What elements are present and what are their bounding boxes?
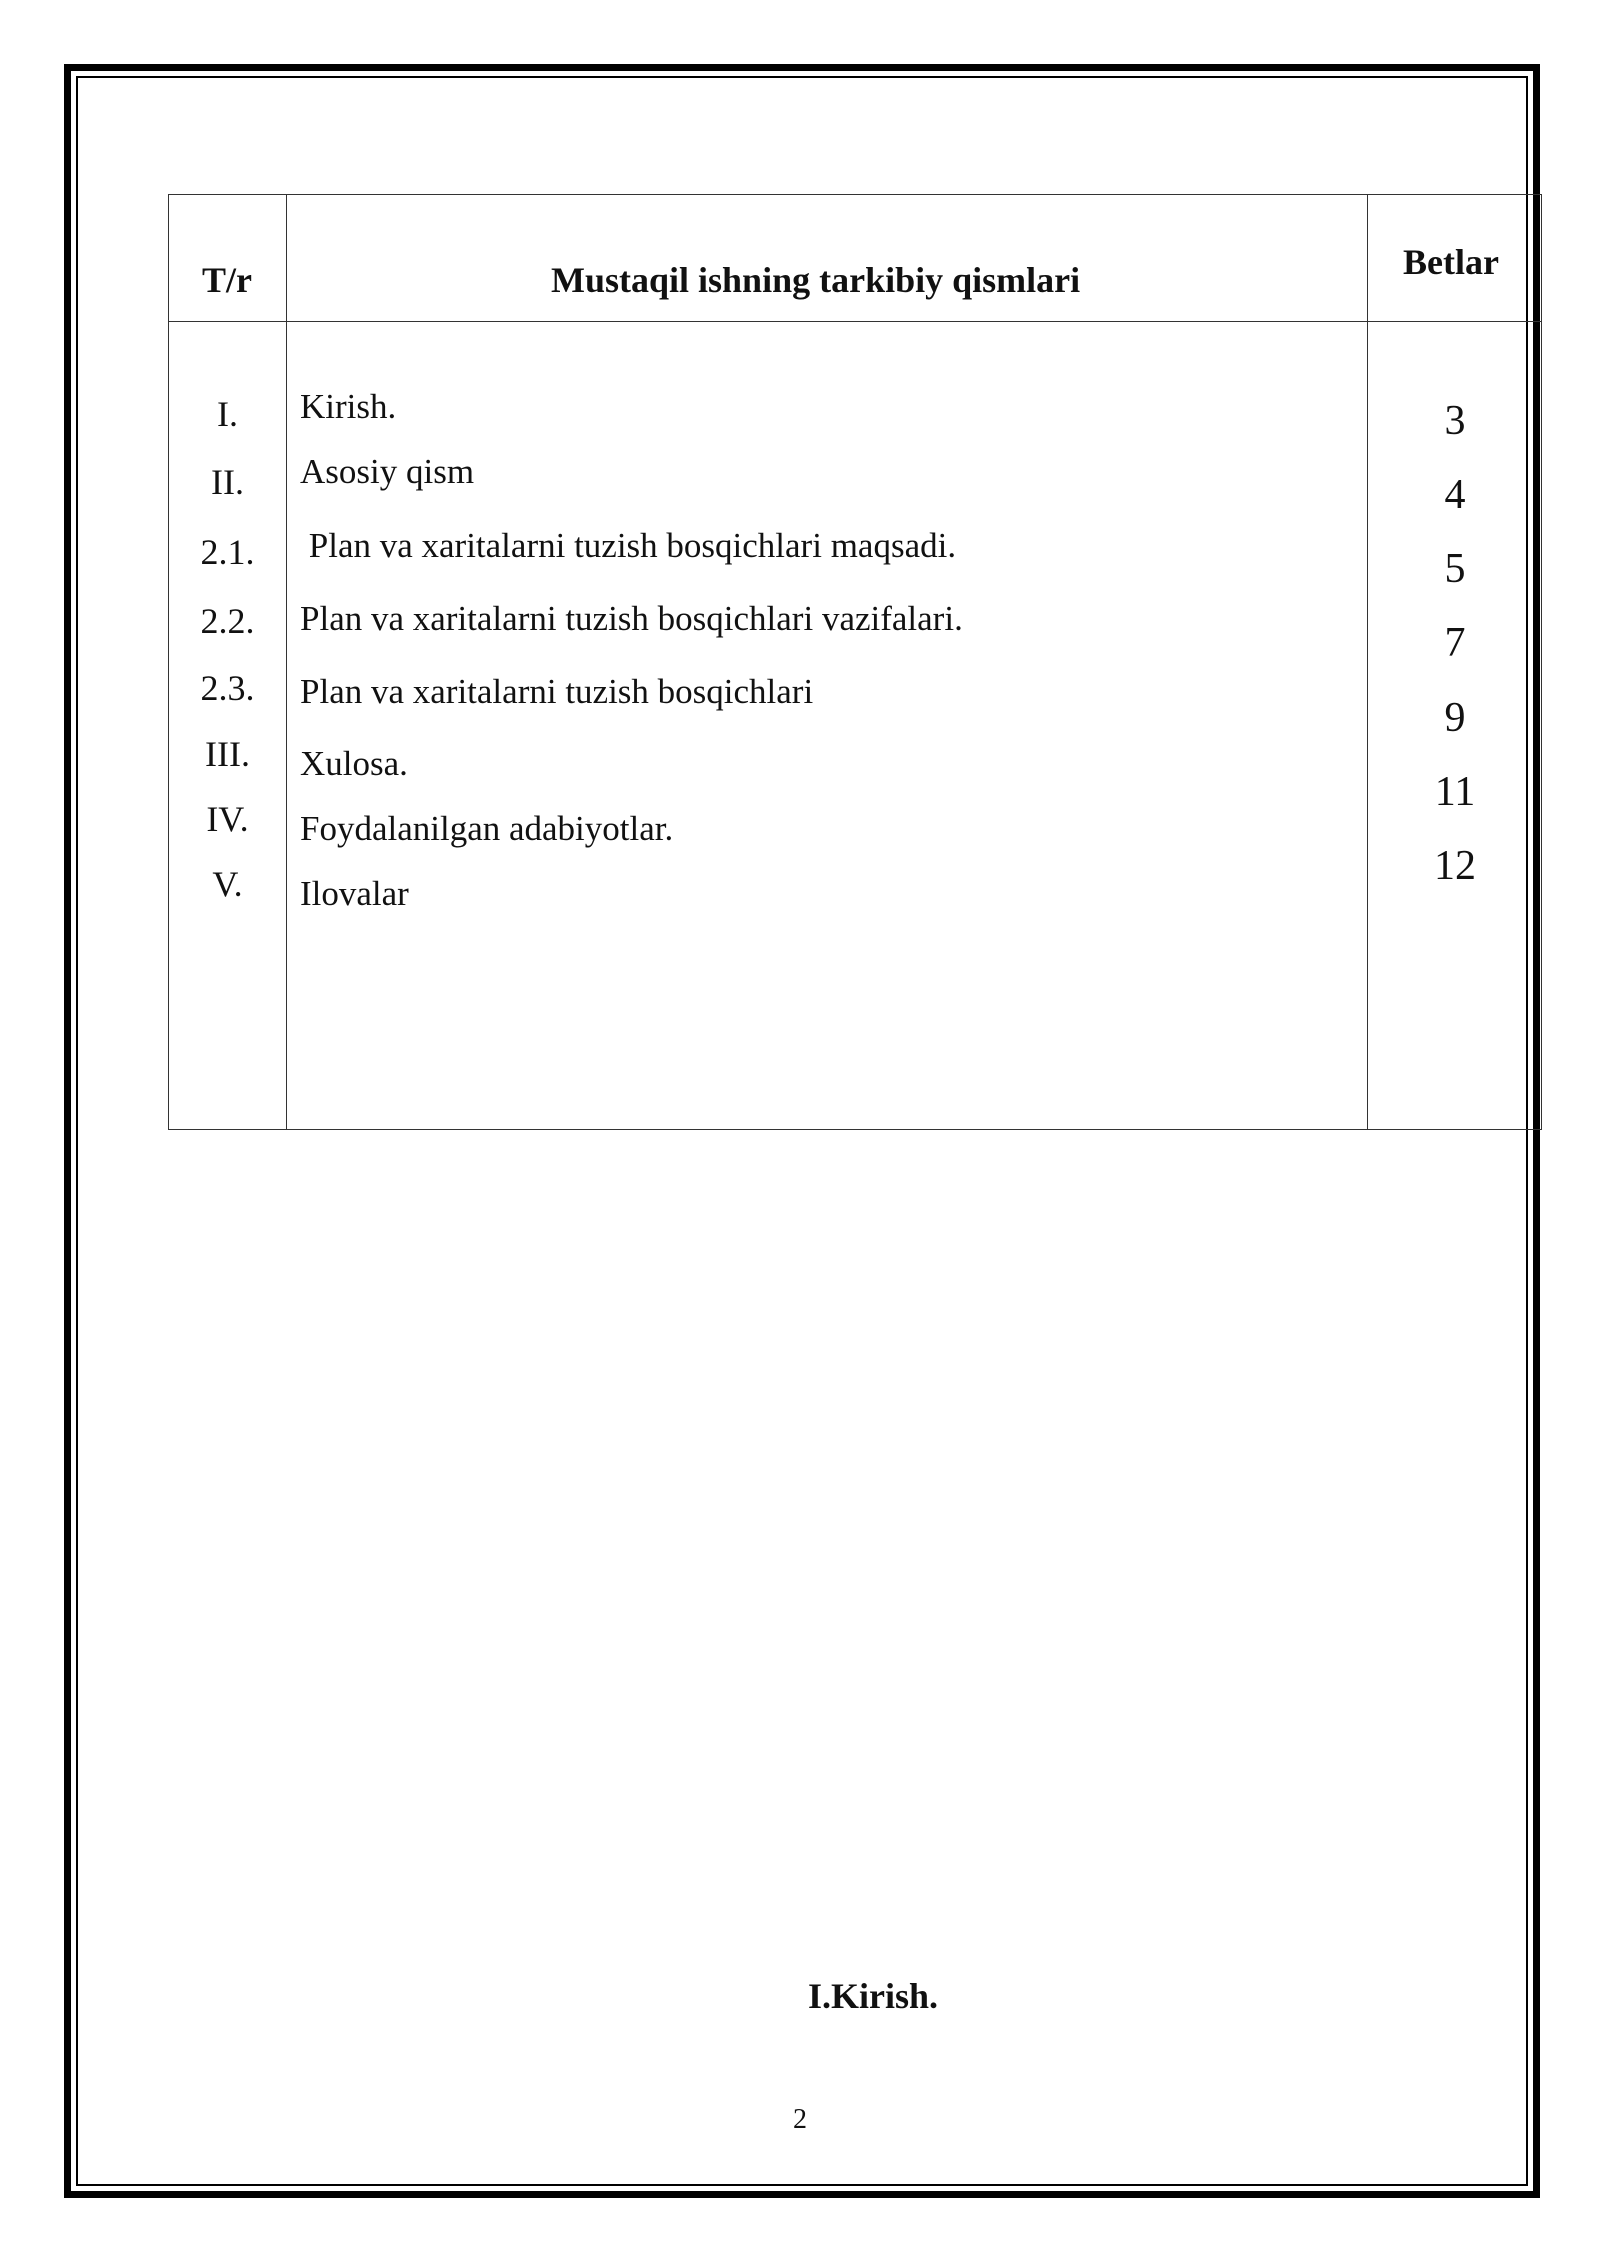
toc-row-number: I. [217,394,238,434]
toc-row-number: II. [211,462,244,502]
toc-row-title: Kirish. [300,387,397,426]
toc-row-title: Plan va xaritalarni tuzish bosqichlari [300,672,814,711]
toc-row-number: IV. [206,799,249,839]
toc-row-title: Ilovalar [300,874,409,913]
toc-row-title: Plan va xaritalarni tuzish bosqichlari vazifalari. [300,599,963,638]
section-heading: I.Kirish. [807,1976,939,2016]
toc-page-number: 12 [1434,843,1476,889]
header-title-column: Mustaqil ishning tarkibiy qismlari [551,260,1081,300]
toc-row-title: Xulosa. [300,744,408,783]
toc-page-number: 9 [1444,695,1466,741]
page-number: 2 [793,2104,807,2135]
toc-row-number: III. [205,734,250,774]
toc-page-number: 11 [1434,769,1476,815]
toc-page-number: 4 [1444,472,1466,518]
toc-row-number: 2.2. [200,601,255,641]
toc-row-title: Plan va xaritalarni tuzish bosqichlari maqsadi. [300,526,957,565]
toc-row-number: 2.1. [200,532,255,572]
column-divider [1367,195,1368,1129]
table-of-contents [168,194,1542,1130]
toc-row-title: Asosiy qism [300,452,475,491]
column-divider [286,195,287,1129]
toc-page-number: 7 [1444,620,1466,666]
toc-row-title: Foydalanilgan adabiyotlar. [300,809,674,848]
toc-row-number: V. [212,864,243,904]
toc-page-number: 3 [1444,398,1466,444]
header-page-column: Betlar [1403,242,1499,282]
toc-row-number: 2.3. [200,668,255,708]
toc-page-number: 5 [1444,546,1466,592]
header-number-column: T/r [202,260,252,300]
header-divider [169,321,1541,322]
